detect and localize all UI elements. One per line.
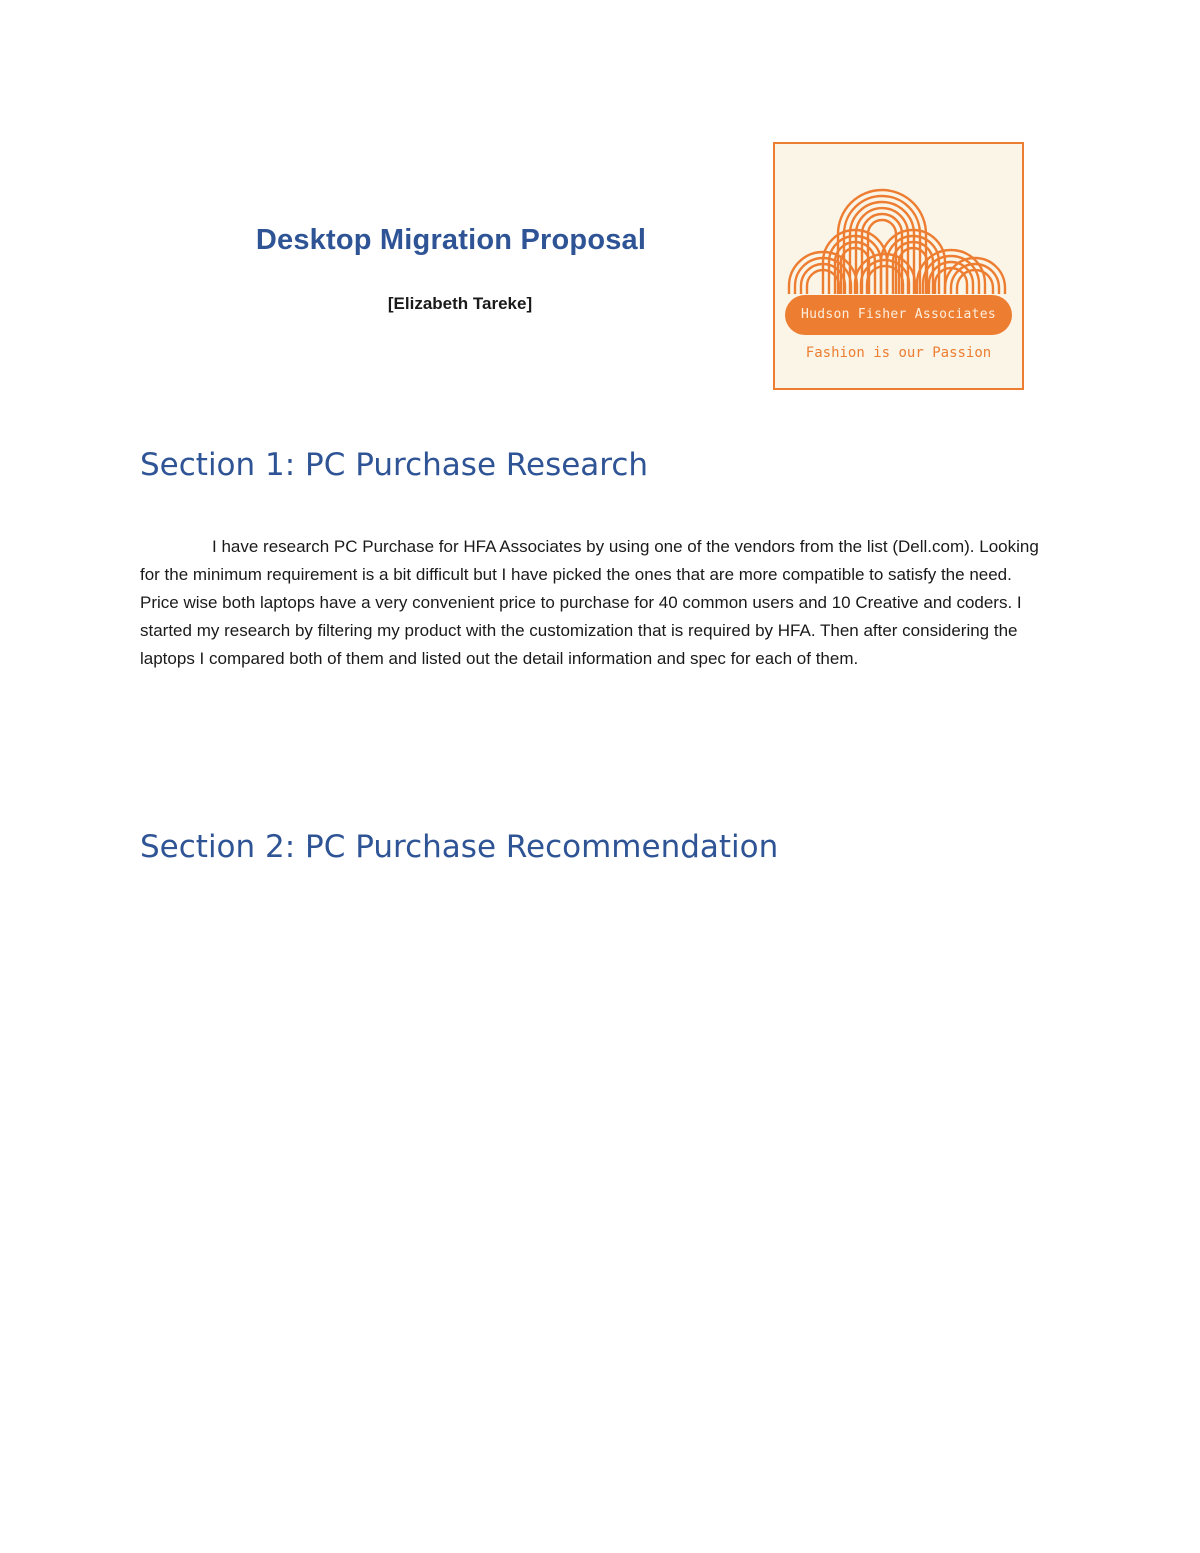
logo-tagline: Fashion is our Passion — [805, 345, 992, 361]
arch-low-center — [855, 254, 915, 294]
arch-far-right — [945, 258, 1005, 294]
logo-company-name: Hudson Fisher Associates — [785, 295, 1012, 335]
section-1-heading: Section 1: PC Purchase Research — [140, 447, 649, 483]
document-author: [Elizabeth Tareke] — [387, 294, 533, 313]
document-title: Desktop Migration Proposal — [255, 224, 647, 256]
section-2-heading: Section 2: PC Purchase Recommendation — [140, 829, 779, 865]
company-logo — [773, 142, 1024, 390]
section-1-body: I have research PC Purchase for HFA Associates by using one of the vendors from the list (Dell.com). Looking for the minimum requirement is a bit difficult but I have picked the ones that are more compatible to satisfy the need. Price wise both laptops have a very convenient price to purchase for 40 common users and 10 Creative and coders. I started my research by filtering my product with the customization that is required by HFA. Then after considering the laptops I compared both of them and listed out the detail information and spec for each of them. — [140, 537, 1039, 668]
